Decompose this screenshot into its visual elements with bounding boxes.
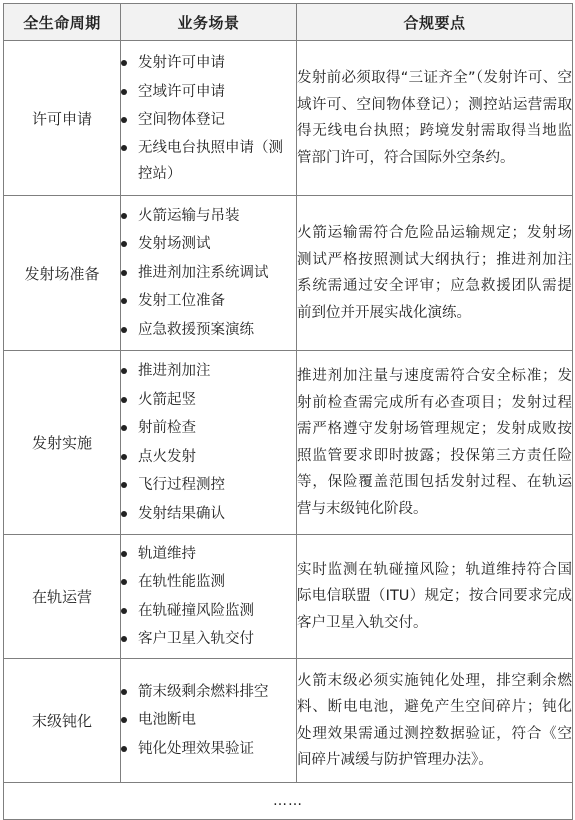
- list-item-text: 电池断电: [138, 712, 196, 729]
- list-item-text: 空域许可申请: [138, 83, 225, 100]
- table-row: [4, 659, 573, 783]
- list-item-text: 箭末级剩余燃料排空: [138, 683, 269, 700]
- list-item: [121, 78, 296, 107]
- list-item-text: 飞行过程测控: [138, 477, 225, 493]
- bullet-icon: [121, 746, 127, 752]
- bullet-icon: [121, 579, 127, 585]
- ellipsis-cell: ……: [4, 783, 573, 820]
- bullet-icon: [121, 717, 127, 723]
- list-item-text: 无线电台执照申请（测控站）: [138, 139, 283, 182]
- bullet-icon: [121, 241, 127, 247]
- bullet-icon: [121, 551, 127, 557]
- list-item-text: 在轨碰撞风险监测: [138, 602, 254, 619]
- list-item: [121, 135, 296, 187]
- list-item: [121, 540, 296, 569]
- bullet-icon: [121, 425, 127, 431]
- compliance-cell: 发射前必须取得“三证齐全”（发射许可、空域许可、空间物体登记）；测控站运营需取得无线电台执照；跨境发射需取得当地监管部门许可，符合国际外空条约。: [297, 41, 573, 196]
- list-item-text: 客户卫星入轨交付: [138, 631, 254, 647]
- list-item-text: 推进剂加注系统调试: [138, 264, 269, 281]
- stage-cell: 许可申请: [4, 41, 121, 196]
- scenario-list: [121, 357, 296, 528]
- list-item: [121, 316, 296, 345]
- bullet-icon: [121, 511, 127, 517]
- table-row: [4, 41, 573, 196]
- bullet-icon: [121, 608, 127, 614]
- scenario-cell: [121, 41, 297, 196]
- table-row: [4, 535, 573, 659]
- bullet-icon: [121, 454, 127, 460]
- header-scenarios: 业务场景: [121, 4, 297, 41]
- list-item: [121, 625, 296, 654]
- list-item: [121, 678, 296, 707]
- list-item-text: 空间物体登记: [138, 112, 225, 129]
- scenario-list: [121, 202, 296, 345]
- continuation-row: [4, 783, 573, 820]
- list-item: [121, 202, 296, 231]
- stage-cell: 发射场准备: [4, 196, 121, 351]
- list-item-text: 钝化处理效果验证: [138, 740, 254, 757]
- bullet-icon: [121, 689, 127, 695]
- scenario-cell: [121, 351, 297, 535]
- bullet-icon: [121, 636, 127, 642]
- scenario-list: [121, 678, 296, 764]
- bullet-icon: [121, 368, 127, 374]
- list-item: [121, 597, 296, 626]
- list-item-text: 应急救援预案演练: [138, 321, 254, 338]
- stage-cell: 末级钝化: [4, 659, 121, 783]
- bullet-icon: [121, 482, 127, 488]
- bullet-icon: [121, 327, 127, 333]
- bullet-icon: [121, 60, 127, 66]
- list-item-text: 发射工位准备: [138, 293, 225, 310]
- list-item-text: 在轨性能监测: [138, 574, 225, 590]
- bullet-icon: [121, 213, 127, 219]
- list-item-text: 轨道维持: [138, 545, 196, 562]
- list-item: [121, 357, 296, 386]
- list-item-text: 发射许可申请: [138, 55, 225, 72]
- list-item: [121, 259, 296, 288]
- list-item: [121, 49, 296, 78]
- list-item: [121, 106, 296, 135]
- list-item: [121, 735, 296, 764]
- list-item-text: 推进剂加注: [138, 363, 211, 379]
- header-row: [4, 4, 573, 41]
- scenario-list: [121, 540, 296, 654]
- stage-cell: 在轨运营: [4, 535, 121, 659]
- bullet-icon: [121, 145, 127, 151]
- bullet-icon: [121, 270, 127, 276]
- compliance-table: [3, 3, 573, 820]
- compliance-cell: 推进剂加注量与速度需符合安全标准；发射前检查需完成所有必查项目；发射过程需严格遵守发射场管理规定；发射成败按照监管要求即时披露；投保第三方责任险等，保险覆盖范围包括发射过程、在轨运营与末级钝化阶段。: [297, 351, 573, 535]
- list-item: [121, 500, 296, 529]
- bullet-icon: [121, 89, 127, 95]
- bullet-icon: [121, 397, 127, 403]
- table-row: [4, 196, 573, 351]
- list-item-text: 射前检查: [138, 420, 196, 436]
- list-item-text: 点火发射: [138, 448, 196, 465]
- list-item-text: 发射结果确认: [138, 505, 225, 522]
- list-item: [121, 471, 296, 500]
- header-lifecycle: 全生命周期: [4, 4, 121, 41]
- list-item: [121, 386, 296, 415]
- list-item-text: 火箭起竖: [138, 391, 196, 408]
- list-item-text: 火箭运输与吊装: [138, 207, 240, 224]
- compliance-cell: 实时监测在轨碰撞风险；轨道维持符合国际电信联盟（ITU）规定；按合同要求完成客户卫星入轨交付。: [297, 535, 573, 659]
- list-item: [121, 287, 296, 316]
- compliance-cell: 火箭末级必须实施钝化处理，排空剩余燃料、断电电池，避免产生空间碎片；钝化处理效果需通过测控数据验证，符合《空间碎片减缓与防护管理办法》。: [297, 659, 573, 783]
- bullet-icon: [121, 117, 127, 123]
- header-compliance: 合规要点: [297, 4, 573, 41]
- scenario-cell: [121, 659, 297, 783]
- list-item-text: 发射场测试: [138, 236, 211, 253]
- list-item: [121, 230, 296, 259]
- compliance-cell: 火箭运输需符合危险品运输规定；发射场测试严格按照测试大纲执行；推进剂加注系统需通过安全评审；应急救援团队需提前到位并开展实战化演练。: [297, 196, 573, 351]
- scenario-cell: [121, 535, 297, 659]
- scenario-list: [121, 49, 296, 187]
- bullet-icon: [121, 298, 127, 304]
- scenario-cell: [121, 196, 297, 351]
- list-item: [121, 443, 296, 472]
- list-item: [121, 568, 296, 597]
- list-item: [121, 706, 296, 735]
- list-item: [121, 414, 296, 443]
- stage-cell: 发射实施: [4, 351, 121, 535]
- table-row: [4, 351, 573, 535]
